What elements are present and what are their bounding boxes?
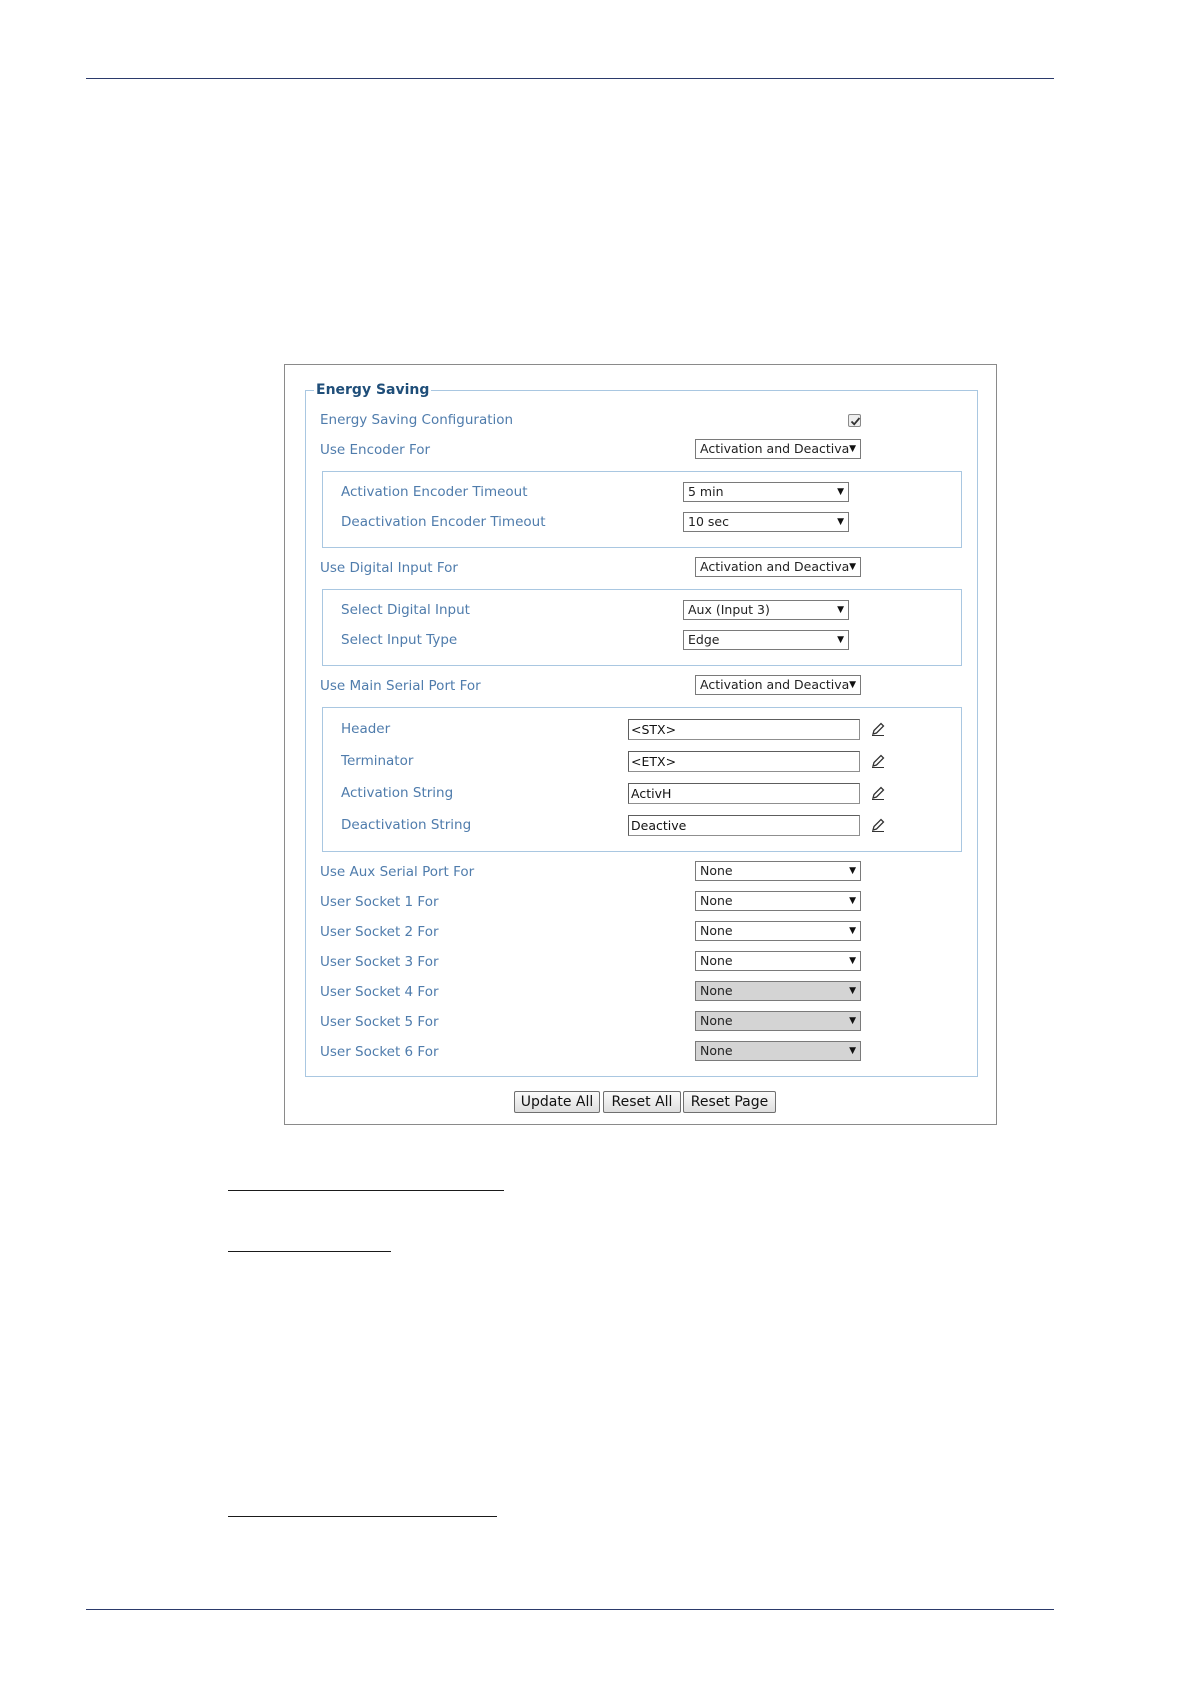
aux-serial-select[interactable] — [695, 861, 861, 881]
encoder-label: Use Encoder For — [320, 442, 431, 458]
digital-input-value: Activation and Deactiva — [700, 559, 850, 574]
digital-input-group — [322, 589, 962, 666]
pencil-icon[interactable] — [870, 785, 886, 801]
caret-down-icon: ▼ — [849, 444, 856, 454]
terminator-input[interactable]: <ETX> — [628, 751, 860, 772]
digital-input-label: Use Digital Input For — [320, 560, 458, 576]
caret-down-icon: ▼ — [849, 956, 856, 966]
reset-page-button[interactable]: Reset Page — [683, 1091, 776, 1113]
encoder-select[interactable] — [695, 439, 861, 459]
deactivation-timeout-select[interactable] — [683, 512, 849, 532]
socket-2-select[interactable] — [695, 921, 861, 941]
socket-6-label: User Socket 6 For — [320, 1044, 439, 1060]
pencil-icon[interactable] — [870, 753, 886, 769]
energy-saving-fieldset — [305, 382, 978, 1077]
terminator-label: Terminator — [341, 753, 414, 769]
activation-timeout-label: Activation Encoder Timeout — [341, 484, 528, 500]
digital-input-select[interactable] — [695, 557, 861, 577]
caret-down-icon: ▼ — [837, 487, 844, 497]
page-footer-rule — [86, 1609, 1054, 1610]
main-serial-value: Activation and Deactiva — [700, 677, 850, 692]
header-input[interactable]: <STX> — [628, 719, 860, 740]
aux-serial-value: None — [700, 863, 733, 878]
main-serial-group — [322, 707, 962, 852]
input-type-select[interactable] — [683, 630, 849, 650]
header-label: Header — [341, 721, 391, 737]
select-digital-input-select[interactable] — [683, 600, 849, 620]
socket-5-select — [695, 1011, 861, 1031]
caret-down-icon: ▼ — [837, 605, 844, 615]
caret-down-icon: ▼ — [849, 1046, 856, 1056]
select-digital-input-value: Aux (Input 3) — [688, 602, 770, 617]
activation-string-label: Activation String — [341, 785, 454, 801]
config-checkbox[interactable] — [848, 414, 861, 427]
caret-down-icon: ▼ — [849, 896, 856, 906]
deactivation-string-input[interactable]: Deactive — [628, 815, 860, 836]
socket-2-value: None — [700, 923, 733, 938]
activation-string-input[interactable]: ActivH — [628, 783, 860, 804]
main-serial-label: Use Main Serial Port For — [320, 678, 481, 694]
socket-1-select[interactable] — [695, 891, 861, 911]
deactivation-string-label: Deactivation String — [341, 817, 472, 833]
socket-3-value: None — [700, 953, 733, 968]
fieldset-legend: Energy Saving — [316, 382, 430, 398]
encoder-select-value: Activation and Deactiva — [700, 441, 850, 456]
caret-down-icon: ▼ — [837, 635, 844, 645]
socket-4-label: User Socket 4 For — [320, 984, 439, 1000]
socket-1-label: User Socket 1 For — [320, 894, 439, 910]
input-type-label: Select Input Type — [341, 632, 458, 648]
socket-1-value: None — [700, 893, 733, 908]
activation-timeout-select[interactable] — [683, 482, 849, 502]
document-link-underline — [228, 1190, 504, 1191]
config-label: Energy Saving Configuration — [320, 412, 514, 428]
pencil-icon[interactable] — [870, 817, 886, 833]
socket-4-value: None — [700, 983, 733, 998]
caret-down-icon: ▼ — [849, 680, 856, 690]
caret-down-icon: ▼ — [849, 1016, 856, 1026]
input-type-value: Edge — [688, 632, 720, 647]
caret-down-icon: ▼ — [849, 986, 856, 996]
page-header-rule — [86, 78, 1054, 79]
activation-timeout-value: 5 min — [688, 484, 724, 499]
encoder-group — [322, 471, 962, 548]
socket-5-label: User Socket 5 For — [320, 1014, 439, 1030]
aux-serial-label: Use Aux Serial Port For — [320, 864, 475, 880]
select-digital-input-label: Select Digital Input — [341, 602, 470, 618]
caret-down-icon: ▼ — [849, 926, 856, 936]
caret-down-icon: ▼ — [849, 562, 856, 572]
reset-all-button[interactable]: Reset All — [603, 1091, 681, 1113]
socket-2-label: User Socket 2 For — [320, 924, 439, 940]
pencil-icon[interactable] — [870, 721, 886, 737]
socket-6-value: None — [700, 1043, 733, 1058]
deactivation-timeout-value: 10 sec — [688, 514, 729, 529]
deactivation-timeout-label: Deactivation Encoder Timeout — [341, 514, 546, 530]
socket-4-select — [695, 981, 861, 1001]
caret-down-icon: ▼ — [849, 866, 856, 876]
socket-6-select — [695, 1041, 861, 1061]
document-link-underline — [228, 1516, 497, 1517]
update-all-button[interactable]: Update All — [514, 1091, 600, 1113]
checkmark-icon — [850, 416, 861, 427]
document-link-underline — [228, 1251, 391, 1252]
main-serial-select[interactable] — [695, 675, 861, 695]
energy-saving-panel — [284, 364, 997, 1125]
socket-3-select[interactable] — [695, 951, 861, 971]
socket-5-value: None — [700, 1013, 733, 1028]
socket-3-label: User Socket 3 For — [320, 954, 439, 970]
caret-down-icon: ▼ — [837, 517, 844, 527]
